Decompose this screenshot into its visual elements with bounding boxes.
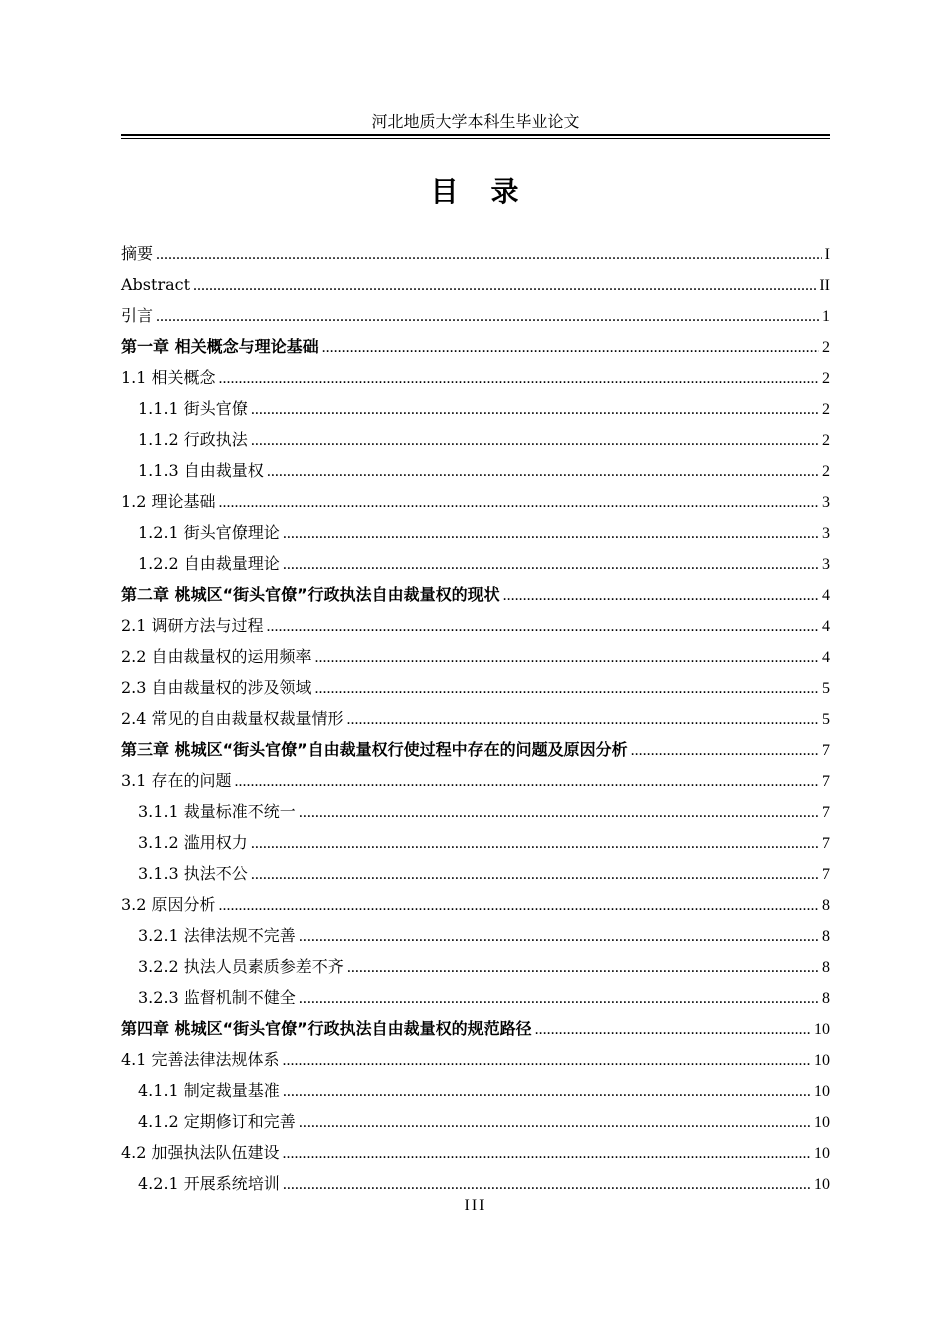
toc-dot-leader — [193, 270, 816, 301]
toc-dot-leader — [631, 735, 819, 766]
toc-entry[interactable] — [121, 920, 830, 951]
toc-entry[interactable] — [121, 765, 830, 796]
page-title: 目 录 — [430, 175, 521, 208]
toc-entry-page: 2 — [822, 401, 830, 418]
toc-dot-leader — [299, 921, 819, 952]
toc-dot-leader — [535, 1014, 811, 1045]
toc-entry-label: 4.2.1 开展系统培训 — [138, 1174, 280, 1193]
toc-entry-page: 10 — [814, 1114, 830, 1131]
toc-dot-leader — [251, 828, 819, 859]
running-header: 河北地质大学本科生毕业论文 — [371, 112, 580, 131]
toc-entry-label: 1.2 理论基础 — [121, 492, 216, 511]
toc-entry-page: 2 — [822, 339, 830, 356]
toc-entry[interactable] — [121, 1075, 830, 1106]
toc-dot-leader — [219, 487, 819, 518]
toc-entry[interactable] — [121, 1013, 830, 1044]
toc-entry[interactable] — [121, 300, 830, 331]
table-of-contents — [121, 238, 830, 1199]
toc-dot-leader — [347, 952, 819, 983]
toc-entry[interactable] — [121, 641, 830, 672]
toc-entry[interactable] — [121, 455, 830, 486]
toc-entry-page: 5 — [822, 711, 830, 728]
toc-dot-leader — [315, 642, 819, 673]
toc-entry[interactable] — [121, 982, 830, 1013]
toc-entry-page: 2 — [822, 370, 830, 387]
toc-dot-leader — [503, 580, 819, 611]
toc-entry-label: 3.1 存在的问题 — [121, 771, 232, 790]
toc-entry-page: 7 — [822, 804, 830, 821]
toc-dot-leader — [315, 673, 819, 704]
toc-entry-page: 2 — [822, 463, 830, 480]
toc-entry-label: 1.2.1 街头官僚理论 — [138, 523, 280, 542]
toc-entry-page: 7 — [822, 742, 830, 759]
toc-entry-label: 1.1.2 行政执法 — [138, 430, 248, 449]
toc-entry[interactable] — [121, 672, 830, 703]
page-number: III — [464, 1197, 487, 1214]
toc-entry-label: 2.2 自由裁量权的运用频率 — [121, 647, 312, 666]
toc-dot-leader — [156, 301, 819, 332]
toc-dot-leader — [219, 890, 819, 921]
toc-dot-leader — [322, 332, 819, 363]
toc-entry-label: 摘要 — [121, 244, 154, 263]
toc-entry[interactable] — [121, 238, 830, 269]
toc-entry-page: 4 — [822, 649, 830, 666]
toc-entry-label: 3.1.1 裁量标准不统一 — [138, 802, 296, 821]
toc-dot-leader — [251, 425, 819, 456]
toc-entry[interactable] — [121, 517, 830, 548]
toc-entry[interactable] — [121, 734, 830, 765]
toc-entry-page: 1 — [822, 308, 830, 325]
toc-entry-page: 2 — [822, 432, 830, 449]
toc-entry[interactable] — [121, 424, 830, 455]
toc-entry[interactable] — [121, 393, 830, 424]
toc-entry[interactable] — [121, 362, 830, 393]
toc-entry-page: 4 — [822, 587, 830, 604]
toc-dot-leader — [299, 983, 819, 1014]
toc-entry[interactable] — [121, 889, 830, 920]
toc-entry-page: 3 — [822, 525, 830, 542]
toc-dot-leader — [299, 797, 819, 828]
toc-entry[interactable] — [121, 1044, 830, 1075]
toc-entry-label: 2.4 常见的自由裁量权裁量情形 — [121, 709, 344, 728]
toc-entry-page: 10 — [814, 1021, 830, 1038]
toc-entry-label: Abstract — [121, 275, 191, 294]
toc-dot-leader — [283, 1138, 811, 1169]
toc-dot-leader — [283, 1045, 811, 1076]
toc-entry-label: 4.2 加强执法队伍建设 — [121, 1143, 280, 1162]
toc-entry-label: 1.2.2 自由裁量理论 — [138, 554, 280, 573]
toc-entry[interactable] — [121, 486, 830, 517]
toc-entry-label: 3.1.2 滥用权力 — [138, 833, 248, 852]
toc-entry-label: 1.1 相关概念 — [121, 368, 216, 387]
toc-entry[interactable] — [121, 858, 830, 889]
toc-entry[interactable] — [121, 827, 830, 858]
toc-dot-leader — [347, 704, 819, 735]
toc-entry-label: 3.2.2 执法人员素质参差不齐 — [138, 957, 344, 976]
toc-entry-page: 4 — [822, 618, 830, 635]
toc-entry-label: 3.2 原因分析 — [121, 895, 216, 914]
toc-entry-page: 10 — [814, 1145, 830, 1162]
toc-entry-label: 3.1.3 执法不公 — [138, 864, 248, 883]
toc-entry-label: 1.1.1 街头官僚 — [138, 399, 248, 418]
toc-entry-label: 2.3 自由裁量权的涉及领域 — [121, 678, 312, 697]
toc-entry-label: 4.1 完善法律法规体系 — [121, 1050, 280, 1069]
toc-entry-page: 7 — [822, 835, 830, 852]
toc-entry-page: 3 — [822, 556, 830, 573]
toc-entry-page: I — [824, 246, 830, 263]
toc-entry-page: 10 — [814, 1052, 830, 1069]
toc-dot-leader — [219, 363, 819, 394]
toc-entry[interactable] — [121, 951, 830, 982]
toc-entry-label: 第一章 相关概念与理论基础 — [121, 337, 319, 356]
toc-entry[interactable] — [121, 1106, 830, 1137]
toc-entry-label: 第三章 桃城区“街头官僚”自由裁量权行使过程中存在的问题及原因分析 — [121, 740, 628, 759]
header-rule-thick — [121, 134, 830, 136]
toc-entry-page: 7 — [822, 773, 830, 790]
toc-entry-label: 引言 — [121, 306, 154, 325]
toc-dot-leader — [156, 239, 822, 270]
toc-entry[interactable] — [121, 331, 830, 362]
toc-dot-leader — [235, 766, 819, 797]
header-rule-thin — [121, 138, 830, 139]
toc-entry[interactable] — [121, 548, 830, 579]
toc-entry-label: 4.1.1 制定裁量基准 — [138, 1081, 280, 1100]
toc-entry-page: 10 — [814, 1176, 830, 1193]
toc-dot-leader — [251, 859, 819, 890]
toc-entry-label: 1.1.3 自由裁量权 — [138, 461, 264, 480]
toc-entry[interactable] — [121, 579, 830, 610]
toc-dot-leader — [283, 549, 819, 580]
toc-dot-leader — [267, 611, 819, 642]
toc-entry-page: 5 — [822, 680, 830, 697]
toc-dot-leader — [299, 1107, 811, 1138]
toc-entry-page: 8 — [822, 928, 830, 945]
toc-entry-label: 2.1 调研方法与过程 — [121, 616, 264, 635]
toc-entry-label: 第四章 桃城区“街头官僚”行政执法自由裁量权的规范路径 — [121, 1019, 532, 1038]
toc-entry[interactable] — [121, 610, 830, 641]
toc-dot-leader — [283, 1076, 811, 1107]
toc-entry[interactable] — [121, 796, 830, 827]
toc-entry-label: 4.1.2 定期修订和完善 — [138, 1112, 296, 1131]
toc-entry[interactable] — [121, 1137, 830, 1168]
toc-dot-leader — [283, 518, 819, 549]
toc-dot-leader — [251, 394, 819, 425]
toc-entry[interactable] — [121, 1168, 830, 1199]
toc-entry-label: 3.2.1 法律法规不完善 — [138, 926, 296, 945]
toc-entry[interactable] — [121, 703, 830, 734]
toc-entry-page: 8 — [822, 990, 830, 1007]
toc-entry-page: II — [819, 277, 830, 294]
toc-entry-label: 第二章 桃城区“街头官僚”行政执法自由裁量权的现状 — [121, 585, 500, 604]
toc-entry-page: 7 — [822, 866, 830, 883]
toc-entry[interactable] — [121, 269, 830, 300]
toc-entry-label: 3.2.3 监督机制不健全 — [138, 988, 296, 1007]
toc-dot-leader — [267, 456, 819, 487]
toc-entry-page: 3 — [822, 494, 830, 511]
toc-entry-page: 10 — [814, 1083, 830, 1100]
toc-entry-page: 8 — [822, 897, 830, 914]
toc-entry-page: 8 — [822, 959, 830, 976]
